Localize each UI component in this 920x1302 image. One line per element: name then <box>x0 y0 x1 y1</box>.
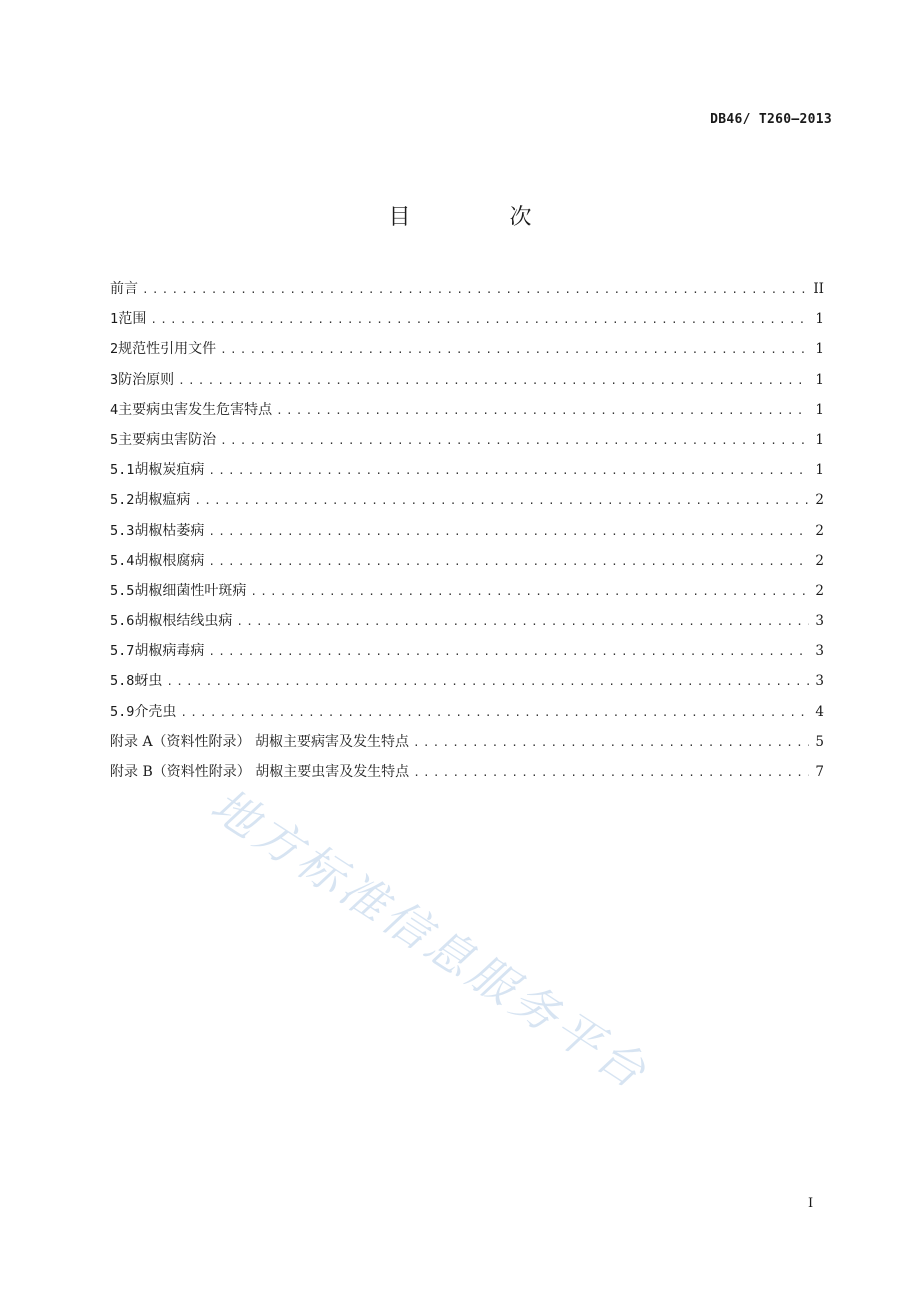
toc-entry-page: 2 <box>815 552 824 569</box>
toc-entry-number: 2 <box>110 341 119 358</box>
toc-entry[interactable] <box>110 334 824 364</box>
toc-entry-number: 5.2 <box>110 492 135 509</box>
toc-entry-page: 1 <box>815 341 824 358</box>
toc-dot-leader <box>220 335 809 365</box>
toc-entry[interactable] <box>110 757 824 787</box>
toc-entry-number: 5.5 <box>110 582 135 599</box>
toc-entry[interactable] <box>110 455 824 485</box>
toc-dot-leader <box>208 456 809 486</box>
toc-title: 目 次 <box>388 205 578 230</box>
toc-dot-leader <box>142 275 807 305</box>
toc-dot-leader <box>208 637 809 667</box>
toc-entry-number: 3 <box>110 371 119 388</box>
toc-dot-leader <box>166 667 809 697</box>
toc-entry-title: 胡椒细菌性叶斑病 <box>134 582 247 599</box>
toc-entry-page: 1 <box>815 371 824 388</box>
toc-dot-leader <box>276 396 809 426</box>
toc-entry-title: 附录 B（资料性附录） 胡椒主要虫害及发生特点 <box>110 764 410 780</box>
toc-entry-number: 5.8 <box>110 673 135 690</box>
toc-entry-number: 4 <box>110 401 119 418</box>
toc-entry-number: 5.1 <box>110 462 135 479</box>
toc-entry-page: 3 <box>815 613 824 630</box>
toc-entry-page: 7 <box>815 764 824 780</box>
toc-entry-title: 防治原则 <box>118 371 175 388</box>
toc-dot-leader <box>178 366 809 396</box>
toc-entry-title: 胡椒瘟病 <box>134 492 191 509</box>
toc-dot-leader <box>150 305 809 335</box>
toc-dot-leader <box>413 758 809 788</box>
toc-entry-page: II <box>813 281 824 297</box>
toc-entry[interactable] <box>110 395 824 425</box>
toc-entry-page: 4 <box>815 703 824 720</box>
toc-entry-page: 2 <box>815 582 824 599</box>
toc-entry-title: 蚜虫 <box>134 673 163 690</box>
toc-dot-leader <box>180 698 809 728</box>
toc-dot-leader <box>236 607 809 637</box>
toc-entry-title: 规范性引用文件 <box>118 341 217 358</box>
toc-entry-title: 胡椒根结线虫病 <box>134 613 233 630</box>
toc-entry-title: 主要病虫害发生危害特点 <box>118 401 273 418</box>
table-of-contents <box>110 274 824 787</box>
toc-entry[interactable] <box>110 576 824 606</box>
toc-entry-page: 1 <box>815 431 824 448</box>
toc-entry-number: 5.3 <box>110 522 135 539</box>
toc-entry-title: 胡椒枯萎病 <box>134 522 205 539</box>
toc-dot-leader <box>220 426 809 456</box>
toc-entry-title: 胡椒病毒病 <box>134 643 205 660</box>
toc-entry-page: 1 <box>815 462 824 479</box>
toc-entry-title: 附录 A（资料性附录） 胡椒主要病害及发生特点 <box>110 733 410 750</box>
toc-entry-number: 5.4 <box>110 552 135 569</box>
toc-entry-number: 5 <box>110 431 119 448</box>
toc-entry-title: 前言 <box>110 281 138 297</box>
toc-entry[interactable] <box>110 304 824 334</box>
toc-entry-number: 5.7 <box>110 643 135 660</box>
toc-entry-page: 2 <box>815 522 824 539</box>
toc-dot-leader <box>413 728 809 758</box>
toc-entry-title: 介壳虫 <box>134 703 177 720</box>
toc-entry-title: 胡椒炭疽病 <box>134 462 205 479</box>
page-number: I <box>808 1196 814 1211</box>
toc-dot-leader <box>194 486 809 516</box>
toc-entry-page: 1 <box>815 401 824 418</box>
toc-entry[interactable] <box>110 365 824 395</box>
toc-dot-leader <box>208 547 809 577</box>
toc-entry[interactable] <box>110 516 824 546</box>
toc-entry-page: 3 <box>815 643 824 660</box>
toc-entry-page: 3 <box>815 673 824 690</box>
toc-entry[interactable] <box>110 697 824 727</box>
toc-entry[interactable] <box>110 485 824 515</box>
toc-entry-number: 1 <box>110 311 119 328</box>
toc-entry[interactable] <box>110 425 824 455</box>
toc-entry[interactable] <box>110 546 824 576</box>
toc-entry-page: 1 <box>815 311 824 328</box>
toc-entry[interactable] <box>110 636 824 666</box>
watermark: 地方标准信息服务平台 <box>201 777 659 1101</box>
toc-dot-leader <box>250 577 809 607</box>
toc-entry-title: 主要病虫害防治 <box>118 431 217 448</box>
toc-entry[interactable] <box>110 666 824 696</box>
toc-dot-leader <box>208 517 809 547</box>
toc-entry-title: 胡椒根腐病 <box>134 552 205 569</box>
toc-entry[interactable] <box>110 606 824 636</box>
toc-entry-number: 5.6 <box>110 613 135 630</box>
toc-entry[interactable] <box>110 274 824 304</box>
document-code: DB46/ T260—2013 <box>710 112 832 127</box>
toc-entry[interactable] <box>110 727 824 757</box>
toc-entry-page: 5 <box>815 733 824 750</box>
toc-entry-page: 2 <box>815 492 824 509</box>
toc-entry-number: 5.9 <box>110 703 135 720</box>
toc-entry-title: 范围 <box>118 311 147 328</box>
